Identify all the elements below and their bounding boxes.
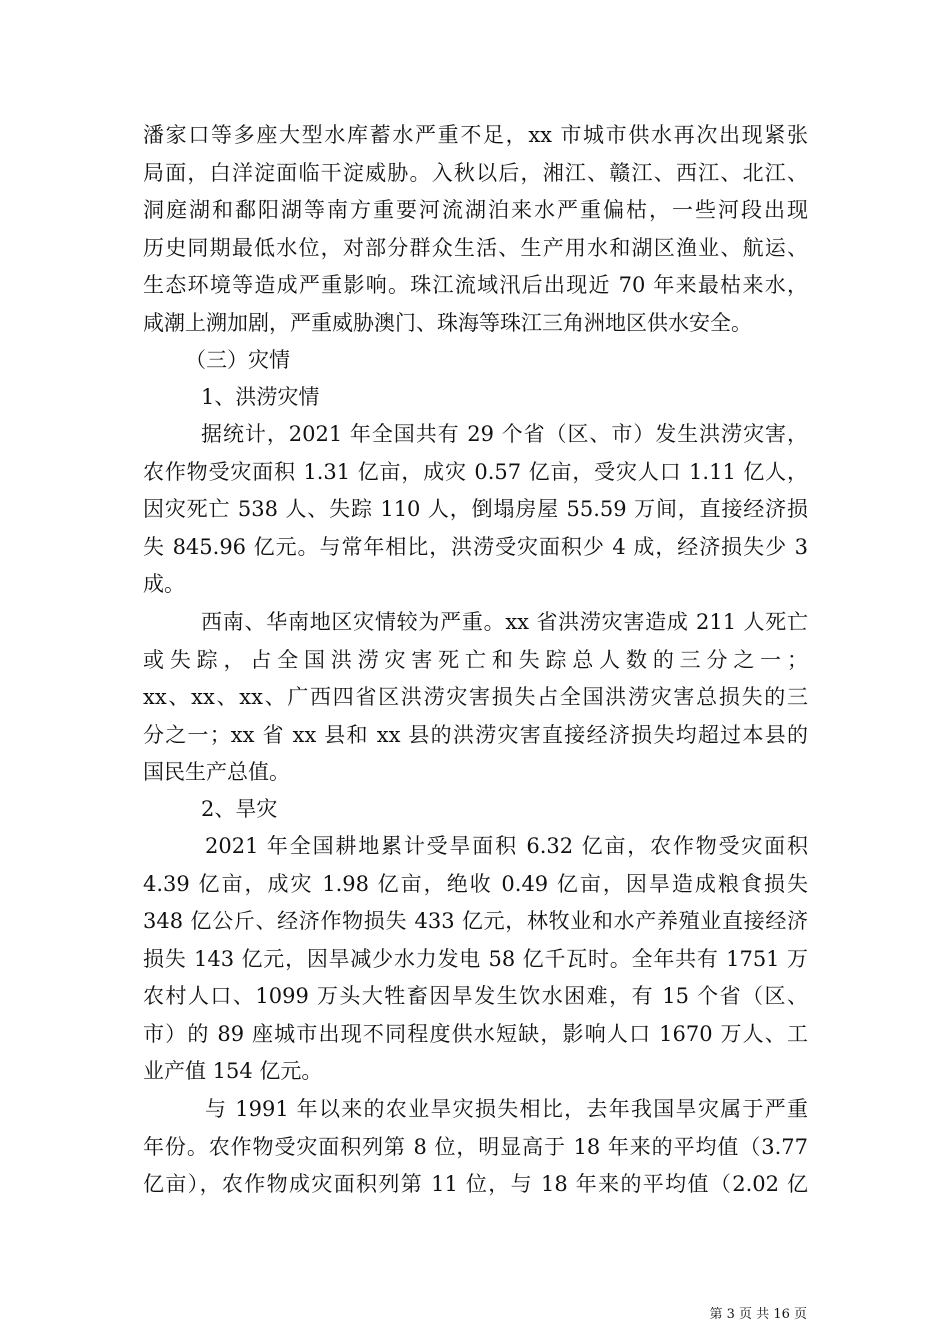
text-line: 农村人口、1099 万头大牲畜因旱发生饮水困难，有 15 个省（区、 [143, 984, 808, 1008]
text-line: 2021 年全国耕地累计受旱面积 6.32 亿亩，农作物受灾面积 [205, 834, 808, 858]
text-line: 农作物受灾面积 1.31 亿亩，成灾 0.57 亿亩，受灾人口 1.11 亿人， [143, 459, 808, 484]
text-line: 历史同期最低水位，对部分群众生活、生产用水和湖区渔业、航运、 [143, 235, 808, 260]
subheading-drought: 2、旱灾 [201, 797, 278, 821]
text-line: 咸潮上溯加剧，严重威胁澳门、珠海等珠江三角洲地区供水安全。 [143, 310, 752, 335]
text-line: 亿亩），农作物成灾面积列第 11 位，与 18 年来的平均值（2.02 亿 [143, 1172, 808, 1196]
text-line: 成。 [143, 572, 185, 596]
text-line: 市）的 89 座城市出现不同程度供水短缺，影响人口 1670 万人、工 [143, 1021, 808, 1046]
text-line: 国民生产总值。 [143, 760, 290, 784]
text-line: 潘家口等多座大型水库蓄水严重不足，xx 市城市供水再次出现紧张 [143, 123, 808, 147]
text-line: 业产值 154 亿元。 [143, 1059, 323, 1083]
text-line: 失 845.96 亿元。与常年相比，洪涝受灾面积少 4 成，经济损失少 3 [143, 534, 808, 559]
text-line: 据统计，2021 年全国共有 29 个省（区、市）发生洪涝灾害， [201, 422, 808, 446]
text-line: 分之一；xx 省 xx 县和 xx 县的洪涝灾害直接经济损失均超过本县的 [143, 722, 808, 747]
text-line: 西南、华南地区灾情较为严重。xx 省洪涝灾害造成 211 人死亡 [201, 610, 808, 634]
text-line: 因灾死亡 538 人、失踪 110 人，倒塌房屋 55.59 万间，直接经济损 [143, 497, 808, 521]
text-line: 348 亿公斤、经济作物损失 433 亿元，林牧业和水产养殖业直接经济 [143, 909, 808, 933]
paragraph-southwest-flood [143, 604, 808, 792]
text-line: 年份。农作物受灾面积列第 8 位，明显高于 18 年来的平均值（3.77 [143, 1134, 808, 1159]
text-line: 4.39 亿亩，成灾 1.98 亿亩，绝收 0.49 亿亩，因旱造成粮食损失 [143, 871, 808, 896]
page-number-footer: 第 3 页 共 16 页 [709, 1307, 807, 1322]
paragraph-drought-statistics [143, 828, 808, 1091]
text-line: 或失踪，占全国洪涝灾害死亡和失踪总人数的三分之一； [143, 647, 808, 672]
text-line: 局面，白洋淀面临干淀威胁。入秋以后，湘江、赣江、西江、北江、 [143, 160, 808, 185]
section-heading-disaster: （三）灾情 [185, 348, 290, 372]
paragraph-drought-impact [143, 117, 808, 342]
text-line: 与 1991 年以来的农业旱灾损失相比，去年我国旱灾属于严重 [205, 1097, 808, 1121]
text-line: 洞庭湖和鄱阳湖等南方重要河流湖泊来水严重偏枯，一些河段出现 [143, 198, 808, 222]
subheading-flood: 1、洪涝灾情 [201, 385, 320, 409]
text-line: 损失 143 亿元，因旱减少水力发电 58 亿千瓦时。全年共有 1751 万 [143, 946, 808, 971]
paragraph-flood-statistics [143, 416, 808, 604]
text-line: 生态环境等造成严重影响。珠江流域汛后出现近 70 年来最枯来水， [143, 273, 808, 297]
paragraph-drought-comparison [143, 1091, 808, 1204]
text-line: xx、xx、xx、广西四省区洪涝灾害损失占全国洪涝灾害总损失的三 [143, 685, 808, 709]
